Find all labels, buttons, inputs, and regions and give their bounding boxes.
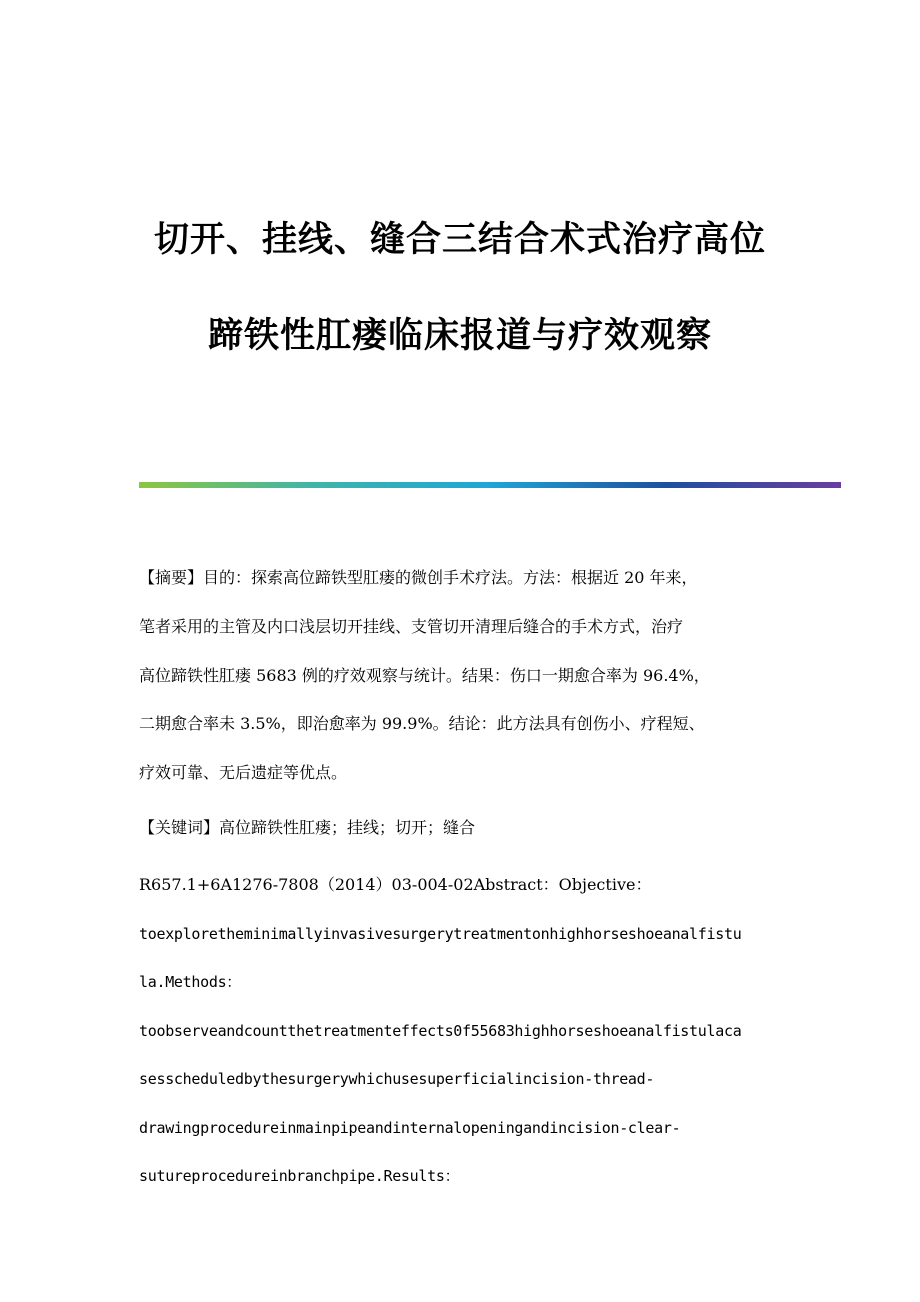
abstract-line-4: 二期愈合率未 3.5%，即治愈率为 99.9%。结论：此方法具有创伤小、疗程短、 <box>139 714 705 733</box>
title-line-2: 蹄铁性肛瘘临床报道与疗效观察 <box>207 316 712 356</box>
english-line-2: toexploretheminimallyinvasivesurgerytreatmentonhighhorseshoeanalfistu <box>139 925 742 943</box>
abstract-line-1: 【摘要】目的：探索高位蹄铁型肛瘘的微创手术疗法。方法：根据近 20 年来， <box>139 568 698 587</box>
title-line-1: 切开、挂线、缝合三结合术式治疗高位 <box>153 220 766 260</box>
english-line-3: la.Methods： <box>139 973 242 991</box>
english-line-4: toobserveandcountthetreatmenteffects0f55683highhorseshoeanalfistulaca <box>139 1022 742 1040</box>
abstract-line-5: 疗效可靠、无后遗症等优点。 <box>139 763 348 782</box>
abstract-line-3: 高位蹄铁性肛瘘 5683 例的疗效观察与统计。结果：伤口一期愈合率为 96.4%， <box>139 666 710 685</box>
abstract-line-2: 笔者采用的主管及内口浅层切开挂线、支管切开清理后缝合的手术方式，治疗 <box>139 617 684 636</box>
keywords: 【关键词】高位蹄铁性肛瘘；挂线；切开；缝合 <box>139 818 476 837</box>
title-divider <box>139 482 841 488</box>
english-line-1: R657.1+6A1276-7808（2014）03-004-02Abstract：Objective： <box>139 875 652 894</box>
english-line-6: drawingprocedureinmainpipeandinternalopeningandincision-clear- <box>139 1119 681 1137</box>
english-line-5: sesscheduledbythesurgerywhichusesuperficialincision-thread- <box>139 1070 655 1088</box>
english-line-7: sutureprocedureinbranchpipe.Results： <box>139 1167 460 1185</box>
